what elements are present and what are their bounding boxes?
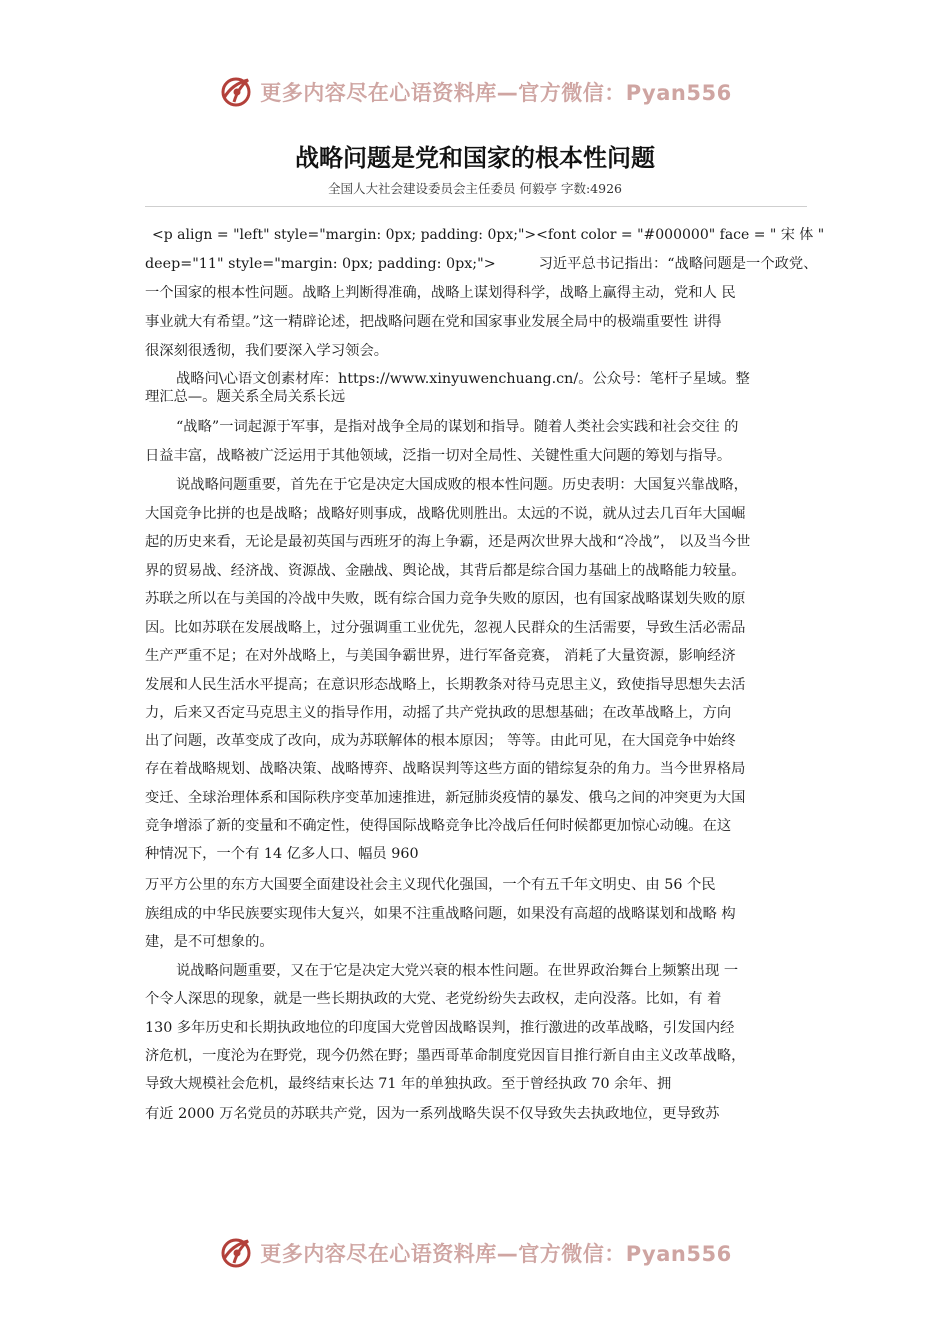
watermark-banner-top (0, 70, 950, 114)
body-line: 有近 2000 万名党员的苏联共产党，因为一系列战略失误不仅导致失去执政地位，更导致苏 (145, 1106, 720, 1122)
body-line: 大国竞争比拼的也是战略；战略好则事成，战略优则胜出。太远的不说，就从过去几百年大国崛 (145, 506, 746, 522)
body-line: 万平方公里的东方大国要全面建设社会主义现代化强国，一个有五千年文明史、由 56 个民 (145, 877, 716, 893)
body-line: 因。比如苏联在发展战略上，过分强调重工业优先，忽视人民群众的生活需要，导致生活必需品 (145, 620, 746, 636)
body-line: <p align = "left" style="margin: 0px; padding: 0px;"><font color = "#000000" face = " 宋 体 " (152, 227, 825, 243)
title-divider (145, 206, 807, 207)
body-line: 竞争增添了新的变量和不确定性，使得国际战略竞争比冷战后任何时候都更加惊心动魄。在这 (145, 818, 732, 834)
body-line: 事业就大有希望。”这一精辟论述，把战略问题在党和国家事业发展全局中的极端重要性 讲得 (145, 314, 722, 330)
body-line: 出了问题，改革变成了改向，成为苏联解体的根本原因； 等等。由此可见，在大国竞争中始终 (145, 733, 736, 749)
body-line: 种情况下，一个有 14 亿多人口、幅员 960 (145, 846, 419, 862)
body-line: 说战略问题重要，首先在于它是决定大国成败的根本性问题。历史表明：大国复兴靠战略， (176, 477, 748, 493)
body-line: 变迁、全球治理体系和国际秩序变革加速推进，新冠肺炎疫情的暴发、俄乌之间的冲突更为大国 (145, 790, 746, 806)
body-line: 导致大规模社会危机，最终结束长达 71 年的单独执政。至于曾经执政 70 余年、拥 (145, 1076, 672, 1092)
body-line: 苏联之所以在与美国的冷战中失败，既有综合国力竞争失败的原因，也有国家战略谋划失败的原 (145, 591, 746, 607)
body-line: 个令人深思的现象，就是一些长期执政的大党、老党纷纷失去政权，走向没落。比如，有 着 (145, 991, 722, 1007)
body-line: 族组成的中华民族要实现伟大复兴，如果不注重战略问题，如果没有高超的战略谋划和战略 构 (145, 906, 736, 922)
body-line: 一个国家的根本性问题。战略上判断得准确，战略上谋划得科学，战略上赢得主动，党和人 民 (145, 285, 736, 301)
body-line: 说战略问题重要，又在于它是决定大党兴衰的根本性问题。在世界政治舞台上频繁出现 一 (176, 963, 739, 979)
body-line: 发展和人民生活水平提高；在意识形态战略上，长期教条对待马克思主义，致使指导思想失去活 (145, 677, 746, 693)
banner-text: 更多内容尽在心语资料库—官方微信：Pyan556 (260, 81, 732, 105)
banner-text: 更多内容尽在心语资料库—官方微信：Pyan556 (260, 1242, 732, 1266)
author-byline: 全国人大社会建设委员会主任委员 何毅亭 字数:4926 (328, 181, 622, 196)
body-line: 理汇总—。题关系全局关系长远 (145, 389, 346, 405)
watermark-banner-bottom (0, 1231, 950, 1275)
body-line: 战略问\心语文创素材库：https://www.xinyuwenchuang.cn/。公众号：笔杆子星域。整 (176, 371, 750, 387)
body-line: 日益丰富，战略被广泛运用于其他领域，泛指一切对全局性、关键性重大问题的筹划与指导。 (145, 448, 732, 464)
body-line: “战略”一词起源于军事，是指对战争全局的谋划和指导。随着人类社会实践和社会交往 的 (176, 419, 739, 435)
brand-logo-icon (218, 74, 254, 110)
body-line: deep="11" style="margin: 0px; padding: 0px;"> 习近平总书记指出：“战略问题是一个政党、 (145, 256, 818, 272)
body-line: 存在着战略规划、战略决策、战略博弈、战略误判等这些方面的错综复杂的角力。当今世界格局 (145, 761, 746, 777)
body-line: 起的历史来看，无论是最初英国与西班牙的海上争霸，还是两次世界大战和“冷战”， 以及当今世 (145, 534, 751, 550)
body-line: 界的贸易战、经济战、资源战、金融战、舆论战，其背后都是综合国力基础上的战略能力较量。 (145, 563, 746, 579)
body-line: 济危机，一度沦为在野党，现今仍然在野；墨西哥革命制度党因盲目推行新自由主义改革战略， (145, 1048, 746, 1064)
body-line: 建，是不可想象的。 (145, 934, 274, 950)
body-line: 力，后来又否定马克思主义的指导作用，动摇了共产党执政的思想基础；在改革战略上，方向 (145, 705, 732, 721)
body-line: 很深刻很透彻，我们要深入学习领会。 (145, 343, 389, 359)
body-line: 130 多年历史和长期执政地位的印度国大党曾因战略误判，推行激进的改革战略，引发国内经 (145, 1020, 735, 1036)
page-title: 战略问题是党和国家的根本性问题 (295, 144, 655, 172)
brand-logo-icon (218, 1235, 254, 1271)
body-line: 生产严重不足；在对外战略上，与美国争霸世界，进行军备竞赛， 消耗了大量资源，影响经济 (145, 648, 736, 664)
